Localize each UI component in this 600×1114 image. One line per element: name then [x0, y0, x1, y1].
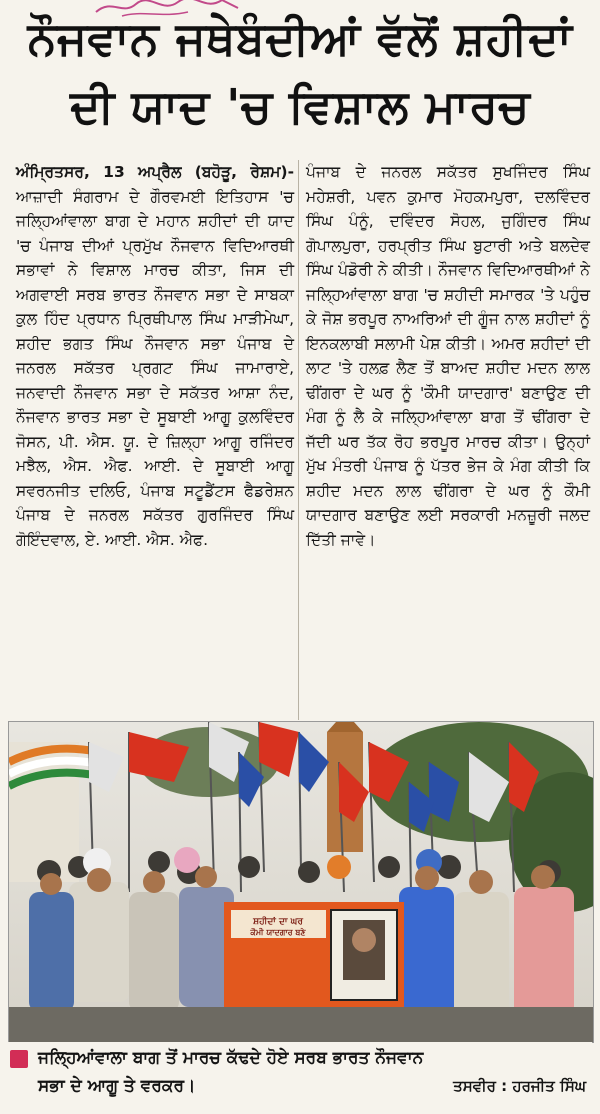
march-photo	[8, 721, 594, 1043]
body-text-left: ਆਜ਼ਾਦੀ ਸੰਗਰਾਮ ਦੇ ਗੌਰਵਮਈ ਇਤਿਹਾਸ 'ਚ ਜਲ੍ਹਿਆਂਵਾਲਾ ਬਾਗ ਦੇ ਮਹਾਨ ਸ਼ਹੀਦਾਂ ਦੀ ਯਾਦ 'ਚ ਪੰਜਾਬ ਦੀਆਂ ਪ੍ਰਮੁੱਖ ਨੌਜਵਾਨ ਵਿਦਿਆਰਥੀ ਸਭਾਵਾਂ ਨੇ ਵਿਸ਼ਾਲ ਮਾਰਚ ਕੀਤਾ, ਜਿਸ ਦੀ ਅਗਵਾਈ ਸਰਬ ਭਾਰਤ ਨੌਜਵਾਨ ਸਭਾ ਦੇ ਸਾਬਕਾ ਕੁਲ ਹਿੰਦ ਪ੍ਰਧਾਨ ਪ੍ਰਿਥੀਪਾਲ ਸਿੰਘ ਮਾੜੀਮੇਘਾ, ਸ਼ਹੀਦ ਭਗਤ ਸਿੰਘ ਨੌਜਵਾਨ ਸਭਾ ਪੰਜਾਬ ਦੇ ਜਨਰਲ ਸਕੱਤਰ ਪ੍ਰਗਟ ਸਿੰਘ ਜਾਮਾਰਾਏ, ਜਨਵਾਦੀ ਨੌਜਵਾਨ ਸਭਾ ਦੇ ਸਕੱਤਰ ਆਸ਼ਾ ਨੰਦ, ਨੌਜਵਾਨ ਭਾਰਤ ਸਭਾ ਦੇ ਸੂਬਾਈ ਆਗੂ ਕੁਲਵਿੰਦਰ ਜੋਸਨ, ਪੀ. ਐਸ. ਯੂ. ਦੇ ਜ਼ਿਲ੍ਹਾ ਆਗੂ ਰਜਿੰਦਰ ਮਝੈਲ, ਐਸ. ਐਫ. ਆਈ. ਦੇ ਸੂਬਾਈ ਆਗੂ ਸਵਰਨਜੀਤ ਦਲਿਓ, ਪੰਜਾਬ ਸਟੂਡੈਂਟਸ ਫੈਡਰੇਸ਼ਨ ਪੰਜਾਬ ਦੇ ਜਨਰਲ ਸਕੱਤਰ ਗੁਰਜਿੰਦਰ ਸਿੰਘ ਗੋਇੰਦਵਾਲ, ਏ. ਆਈ. ਐਸ. ਐਫ.	[16, 187, 294, 549]
dateline: ਅੰਮ੍ਰਿਤਸਰ, 13 ਅਪ੍ਰੈਲ (ਬਹੋੜੂ, ਰੇਸ਼ਮ)-	[16, 163, 294, 181]
column-divider	[298, 160, 299, 720]
article-body-right: ਪੰਜਾਬ ਦੇ ਜਨਰਲ ਸਕੱਤਰ ਸੁਖਜਿੰਦਰ ਸਿੰਘ ਮਹੇਸ਼ਰੀ, ਪਵਨ ਕੁਮਾਰ ਮੋਹਕਮਪੁਰਾ, ਦਲਵਿੰਦਰ ਸਿੰਘ ਪੰਨੂੰ, ਦਵਿੰਦਰ ਸੋਹਲ, ਜੁਗਿੰਦਰ ਸਿੰਘ ਗੋਪਾਲਪੁਰਾ, ਹਰਪ੍ਰੀਤ ਸਿੰਘ ਬੁਟਾਰੀ ਅਤੇ ਬਲਦੇਵ ਸਿੰਘ ਪੰਡੋਰੀ ਨੇ ਕੀਤੀ। ਨੌਜਵਾਨ ਵਿਦਿਆਰਥੀਆਂ ਨੇ ਜਲ੍ਹਿਆਂਵਾਲਾ ਬਾਗ 'ਚ ਸ਼ਹੀਦੀ ਸਮਾਰਕ 'ਤੇ ਪਹੁੰਚ ਕੇ ਜੋਸ਼ ਭਰਪੂਰ ਨਾਅਰਿਆਂ ਦੀ ਗੂੰਜ ਨਾਲ ਸ਼ਹੀਦਾਂ ਨੂੰ ਇਨਕਲਾਬੀ ਸਲਾਮੀ ਪੇਸ਼ ਕੀਤੀ। ਅਮਰ ਸ਼ਹੀਦਾਂ ਦੀ ਲਾਟ 'ਤੇ ਹਲਫ਼ ਲੈਣ ਤੋਂ ਬਾਅਦ ਸ਼ਹੀਦ ਮਦਨ ਲਾਲ ਢੀਂਗਰਾ ਦੇ ਘਰ ਨੂੰ 'ਕੌਮੀ ਯਾਦਗਾਰ' ਬਣਾਉਣ ਦੀ ਮੰਗ ਨੂੰ ਲੈ ਕੇ ਜਲ੍ਹਿਆਂਵਾਲਾ ਬਾਗ ਤੋਂ ਢੀਂਗਰਾ ਦੇ ਜੱਦੀ ਘਰ ਤੱਕ ਰੋਹ ਭਰਪੂਰ ਮਾਰਚ ਕੀਤਾ। ਉਨ੍ਹਾਂ ਮੁੱਖ ਮੰਤਰੀ ਪੰਜਾਬ ਨੂੰ ਪੱਤਰ ਭੇਜ ਕੇ ਮੰਗ ਕੀਤੀ ਕਿ ਸ਼ਹੀਦ ਮਦਨ ਲਾਲ ਢੀਂਗਰਾ ਦੇ ਘਰ ਨੂੰ ਕੌਮੀ ਯਾਦਗਾਰ ਬਣਾਉਣ ਲਈ ਸਰਕਾਰੀ ਮਨਜ਼ੂਰੀ ਜਲਦ ਦਿੱਤੀ ਜਾਵੇ।	[306, 163, 590, 549]
banner-text-2: ਕੌਮੀ ਯਾਦਗਾਰ ਬਣੇ	[250, 928, 306, 937]
headline-line-1: ਨੌਜਵਾਨ ਜਥੇਬੰਦੀਆਂ ਵੱਲੋਂ ਸ਼ਹੀਦਾਂ	[27, 11, 573, 65]
photo-credit: ਤਸਵੀਰ : ਹਰਜੀਤ ਸਿੰਘ	[453, 1077, 586, 1095]
headline-line-2: ਦੀ ਯਾਦ 'ਚ ਵਿਸ਼ਾਲ ਮਾਰਚ	[70, 79, 530, 133]
article-column-right	[306, 160, 590, 552]
photo-caption-line-1: ਜਲ੍ਹਿਆਂਵਾਲਾ ਬਾਗ ਤੋਂ ਮਾਰਚ ਕੱਢਦੇ ਹੋਏ ਸਰਬ ਭਾਰਤ ਨੌਜਵਾਨ	[38, 1048, 424, 1068]
protest-banner	[224, 902, 404, 1012]
caption-bullet-icon	[10, 1050, 28, 1068]
article-body-left	[16, 160, 294, 552]
article-column-left	[16, 160, 294, 552]
photo-caption-line-2: ਸਭਾ ਦੇ ਆਗੂ ਤੇ ਵਰਕਰ।	[38, 1076, 196, 1096]
march-photo-illustration	[9, 722, 593, 1042]
banner-text-1: ਸ਼ਹੀਦਾਂ ਦਾ ਘਰ	[253, 917, 303, 927]
